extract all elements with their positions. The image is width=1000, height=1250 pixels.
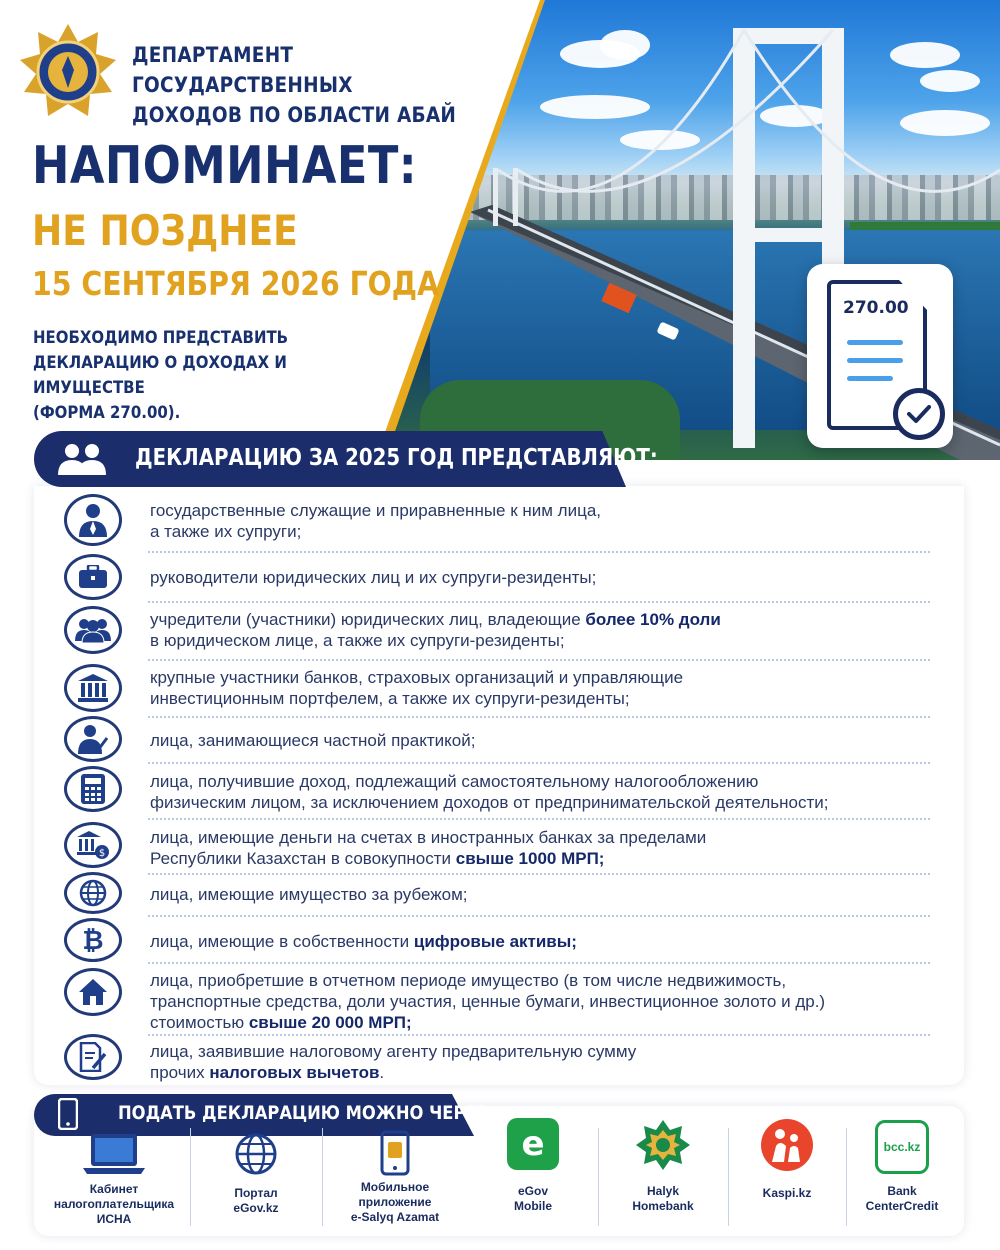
label-line: CenterCredit (865, 1199, 939, 1213)
highlight-text: свыше 20 000 МРП; (248, 1013, 412, 1032)
label-line: ИСНА (96, 1212, 132, 1226)
text-line (150, 931, 950, 952)
row-divider (148, 962, 930, 964)
channel-kaspi[interactable] (730, 1118, 844, 1218)
requirement-text (33, 326, 385, 426)
row-divider (148, 601, 930, 603)
row-divider (148, 659, 930, 661)
channel-esalyq-azamat[interactable] (324, 1130, 466, 1230)
document-edit-icon (64, 1034, 122, 1080)
channel-bank-centercredit[interactable] (848, 1118, 956, 1218)
filer-item-text (150, 1041, 950, 1083)
channel-halyk-homebank[interactable] (600, 1118, 726, 1218)
text-line: а также их супруги; (150, 522, 302, 541)
submit-title: ПОДАТЬ ДЕКЛАРАЦИЮ МОЖНО ЧЕРЕЗ: (118, 1102, 495, 1124)
bcc-logo-text: bcc.kz (883, 1140, 921, 1154)
channel-divider (728, 1128, 729, 1226)
halyk-icon (636, 1118, 690, 1172)
channel-label (470, 1184, 596, 1214)
channel-divider (322, 1128, 323, 1226)
label-line: eGov (517, 1184, 548, 1198)
smartphone-icon (380, 1130, 410, 1176)
official-icon (64, 494, 122, 546)
label-line: Портал (234, 1186, 278, 1200)
channel-label (600, 1184, 726, 1214)
form-number: 270.00 (843, 298, 909, 318)
filer-item-text (150, 500, 950, 542)
filer-item-text (150, 970, 950, 1033)
row-divider (148, 551, 930, 553)
laptop-icon (83, 1132, 145, 1176)
filer-item-text (150, 730, 950, 751)
text-line: в юридическом лице, а также их супруги-резиденты; (150, 631, 565, 650)
text-line (150, 848, 950, 869)
text-span: стоимостью (150, 1013, 249, 1032)
bcc-icon (875, 1120, 929, 1174)
egov-logo-text: e (521, 1124, 545, 1164)
kaspi-icon (760, 1118, 814, 1172)
text-span: . (379, 1063, 385, 1082)
text-line: лица, заявившие налоговому агенту предварительную сумму (150, 1042, 637, 1061)
label-line: приложение (358, 1195, 432, 1209)
text-line: лица, имеющие деньги на счетах в иностранных банках за пределами (150, 828, 707, 847)
text-span: Республики Казахстан в совокупности (150, 849, 456, 868)
channel-egov-mobile[interactable] (470, 1118, 596, 1218)
org-name-line: ДОХОДОВ ПО ОБЛАСТИ АБАЙ (132, 103, 457, 127)
row-divider (148, 818, 930, 820)
label-line: Kaspi.kz (762, 1186, 812, 1200)
filer-item-text (150, 771, 950, 813)
channel-label (848, 1184, 956, 1214)
label-line: e-Salyq Azamat (350, 1210, 440, 1224)
row-divider (148, 716, 930, 718)
requirement-line: (ФОРМА 270.00). (33, 403, 181, 423)
text-line: крупные участники банков, страховых организаций и управляющие (150, 668, 684, 687)
globe-icon (64, 872, 122, 914)
briefcase-icon (64, 554, 122, 600)
deadline-label: НЕ ПОЗДНЕЕ (32, 206, 298, 255)
text-line (150, 1012, 950, 1033)
text-line (150, 609, 950, 630)
text-span: прочих (150, 1063, 210, 1082)
organization-name (132, 40, 466, 130)
filer-item-text (150, 884, 950, 905)
channel-divider (598, 1128, 599, 1226)
label-line: eGov.kz (233, 1201, 279, 1215)
label-line: Кабинет (89, 1182, 139, 1196)
filer-item-text (150, 667, 950, 709)
checkmark-icon (893, 388, 945, 440)
highlight-text: цифровые активы; (413, 932, 577, 951)
text-line: транспортные средства, доли участия, ценные бумаги, инвестиционное золото и др.) (150, 992, 826, 1011)
text-line: лица, имеющие имущество за рубежом; (150, 885, 468, 904)
deadline-date: 15 СЕНТЯБРЯ 2026 ГОДА (32, 264, 440, 303)
lawyer-icon (64, 716, 122, 762)
label-line: Halyk (646, 1184, 680, 1198)
text-line: лица, приобретшие в отчетном периоде имущество (в том числе недвижимость, (150, 971, 787, 990)
group-icon (64, 606, 122, 654)
text-line: инвестиционным портфелем, а также их супруги-резиденты; (150, 689, 630, 708)
filer-item-text (150, 609, 950, 651)
channel-divider (846, 1128, 847, 1226)
bitcoin-icon (64, 918, 122, 962)
department-emblem-icon (18, 22, 118, 122)
house-icon (64, 968, 122, 1016)
label-line: налогоплательщика (53, 1197, 175, 1211)
row-divider (148, 873, 930, 875)
row-divider (148, 915, 930, 917)
channel-label (730, 1186, 844, 1201)
highlight-text: более 10% доли (585, 610, 721, 629)
label-line: Homebank (632, 1199, 694, 1213)
svg-text:₿: ₿ (82, 926, 104, 954)
text-span: лица, имеющие в собственности (150, 932, 414, 951)
page-title: НАПОМИНАЕТ: (32, 136, 418, 196)
channel-divider (190, 1128, 191, 1226)
filer-item-text (150, 827, 950, 869)
channel-isna[interactable] (40, 1130, 188, 1230)
text-span: учредители (участники) юридических лиц, владеющие (150, 610, 586, 629)
label-line: Bank (887, 1184, 917, 1198)
channel-label (40, 1182, 188, 1227)
text-line (150, 1062, 950, 1083)
text-line: руководители юридических лиц и их супруги-резиденты; (150, 568, 597, 587)
requirement-line: ДЕКЛАРАЦИЮ О ДОХОДАХ И ИМУЩЕСТВЕ (33, 353, 287, 398)
org-name-line: ДЕПАРТАМЕНТ ГОСУДАРСТВЕННЫХ (132, 43, 353, 97)
text-line: лица, получившие доход, подлежащий самостоятельному налогообложению (150, 772, 759, 791)
highlight-text: налоговых вычетов (209, 1063, 380, 1082)
filers-title: ДЕКЛАРАЦИЮ ЗА 2025 ГОД ПРЕДСТАВЛЯЮТ: (135, 445, 658, 471)
globe-icon (234, 1132, 278, 1176)
channel-label (192, 1186, 320, 1216)
text-line: лица, занимающиеся частной практикой; (150, 731, 476, 750)
smartphone-icon (58, 1098, 78, 1130)
egov-mobile-icon (507, 1118, 559, 1170)
form-document-card (807, 264, 953, 448)
channel-label (324, 1180, 466, 1225)
text-line: физическим лицом, за исключением доходов от предпринимательской деятельности; (150, 793, 829, 812)
requirement-line: НЕОБХОДИМО ПРЕДСТАВИТЬ (33, 328, 289, 348)
label-line: Mobile (514, 1199, 552, 1213)
text-line: государственные служащие и приравненные к ним лица, (150, 501, 602, 520)
bank-icon (64, 664, 122, 712)
channel-egov-portal[interactable] (192, 1130, 320, 1230)
people-icon (56, 443, 108, 475)
filer-item-text (150, 931, 950, 952)
row-divider (148, 762, 930, 764)
label-line: Мобильное (360, 1180, 430, 1194)
calculator-icon (64, 766, 122, 812)
foreign-bank-icon (64, 822, 122, 868)
row-divider (148, 1034, 930, 1036)
highlight-text: свыше 1000 МРП; (455, 849, 605, 868)
filer-item-text (150, 567, 950, 588)
svg-text:$: $ (98, 848, 106, 859)
